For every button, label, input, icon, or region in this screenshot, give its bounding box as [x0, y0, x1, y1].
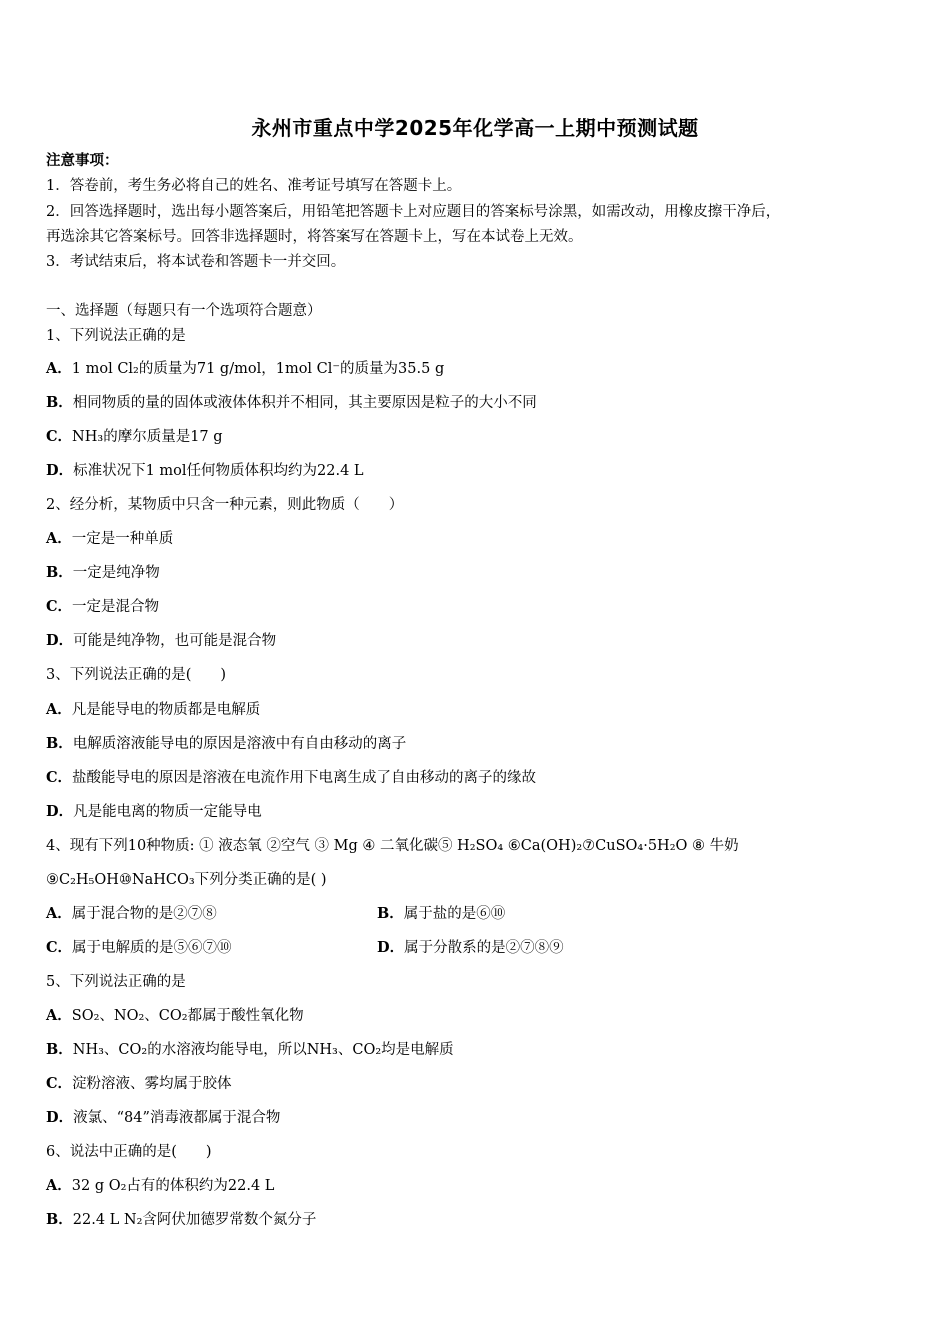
- option-label: B．: [377, 905, 404, 922]
- notice-item-2: 2．回答选择题时，选出每小题答案后，用铅笔把答题卡上对应题目的答案标号涂黑，如需改动，用橡皮擦干净后，: [46, 204, 781, 220]
- q3-option-c: [46, 768, 536, 788]
- option-text: 32 g O₂占有的体积约为22.4 L: [71, 1178, 275, 1194]
- question-3-stem: 3、下列说法正确的是( ): [46, 667, 227, 683]
- section-heading: 一、选择题（每题只有一个选项符合题意）: [46, 303, 322, 319]
- option-label: A．: [46, 905, 72, 922]
- option-text: SO₂、NO₂、CO₂都属于酸性氧化物: [71, 1008, 304, 1024]
- q4-option-b: [377, 904, 505, 924]
- option-label: A．: [46, 1177, 72, 1194]
- q5-option-d: [46, 1108, 280, 1128]
- option-text: 一定是纯净物: [72, 565, 160, 581]
- q1-option-b: [46, 393, 537, 413]
- q6-option-b: [46, 1210, 316, 1230]
- option-label: D．: [46, 632, 74, 649]
- option-label: D．: [377, 939, 405, 956]
- option-text: 属于分散系的是②⑦⑧⑨: [404, 940, 564, 956]
- option-text: 属于盐的是⑥⑩: [403, 906, 506, 922]
- option-label: C．: [46, 769, 73, 786]
- option-label: D．: [46, 803, 74, 820]
- option-text: 22.4 L N₂含阿伏加德罗常数个氮分子: [72, 1212, 317, 1228]
- q3-option-d: [46, 802, 262, 822]
- option-text: 液氯、“84”消毒液都属于混合物: [73, 1110, 281, 1126]
- option-text: 1 mol Cl₂的质量为71 g/mol，1mol Cl⁻的质量为35.5 g: [71, 361, 445, 377]
- option-label: A．: [46, 360, 72, 377]
- option-label: B．: [46, 394, 73, 411]
- option-text: 一定是一种单质: [71, 531, 174, 547]
- question-1-stem: 1、下列说法正确的是: [46, 328, 186, 344]
- notice-item-2-cont: 再选涂其它答案标号。回答非选择题时，将答案写在答题卡上，写在本试卷上无效。: [46, 229, 583, 245]
- notice-heading: 注意事项：: [46, 152, 119, 169]
- option-text: 标准状况下1 mol任何物质体积均约为22.4 L: [73, 463, 364, 479]
- option-text: 属于混合物的是②⑦⑧: [71, 906, 217, 922]
- option-text: NH₃的摩尔质量是17 g: [72, 429, 223, 445]
- question-2-stem: 2、经分析，某物质中只含一种元素，则此物质（ ）: [46, 497, 404, 513]
- option-text: 盐酸能导电的原因是溶液在电流作用下电离生成了自由移动的离子的缘故: [72, 770, 537, 786]
- q5-option-c: [46, 1074, 232, 1094]
- option-label: C．: [46, 428, 73, 445]
- q2-option-a: [46, 529, 173, 549]
- q3-option-b: [46, 734, 406, 754]
- option-label: C．: [46, 939, 73, 956]
- q4-option-d: [377, 938, 564, 958]
- option-text: NH₃、CO₂的水溶液均能导电，所以NH₃、CO₂均是电解质: [72, 1042, 454, 1058]
- question-5-stem: 5、下列说法正确的是: [46, 974, 186, 990]
- option-text: 淀粉溶液、雾均属于胶体: [72, 1076, 232, 1092]
- option-text: 一定是混合物: [72, 599, 160, 615]
- option-label: A．: [46, 1007, 72, 1024]
- q2-option-c: [46, 597, 159, 617]
- option-text: 电解质溶液能导电的原因是溶液中有自由移动的离子: [72, 736, 407, 752]
- q4-option-c: [46, 938, 232, 958]
- question-6-stem: 6、说法中正确的是( ): [46, 1144, 212, 1160]
- option-label: B．: [46, 1211, 73, 1228]
- option-text: 属于电解质的是⑤⑥⑦⑩: [72, 940, 232, 956]
- question-4-stem-cont: ⑨C₂H₅OH⑩NaHCO₃下列分类正确的是( ): [46, 872, 327, 888]
- question-4-stem: 4、现有下列10种物质: ① 液态氧 ②空气 ③ Mg ④ 二氧化碳⑤ H₂SO₄ ⑥Ca(OH)₂⑦CuSO₄·5H₂O ⑧ 牛奶: [46, 838, 739, 854]
- q5-option-b: [46, 1040, 454, 1060]
- option-label: D．: [46, 462, 74, 479]
- q1-option-a: [46, 359, 444, 379]
- option-label: B．: [46, 1041, 73, 1058]
- q1-option-c: [46, 427, 223, 447]
- option-text: 凡是能导电的物质都是电解质: [71, 702, 261, 718]
- option-text: 相同物质的量的固体或液体体积并不相同，其主要原因是粒子的大小不同: [72, 395, 537, 411]
- option-label: A．: [46, 701, 72, 718]
- notice-item-3: 3．考试结束后，将本试卷和答题卡一并交回。: [46, 254, 346, 270]
- q5-option-a: [46, 1006, 304, 1026]
- option-label: D．: [46, 1109, 74, 1126]
- q4-option-a: [46, 904, 217, 924]
- q2-option-d: [46, 631, 276, 651]
- option-label: B．: [46, 564, 73, 581]
- notice-item-1: 1．答卷前，考生务必将自己的姓名、准考证号填写在答题卡上。: [46, 178, 462, 194]
- q3-option-a: [46, 700, 260, 720]
- option-label: C．: [46, 1075, 73, 1092]
- option-label: B．: [46, 735, 73, 752]
- q2-option-b: [46, 563, 160, 583]
- page-title: 永州市重点中学2025年化学高一上期中预测试题: [251, 116, 699, 140]
- option-label: A．: [46, 530, 72, 547]
- option-text: 凡是能电离的物质一定能导电: [73, 804, 262, 820]
- option-text: 可能是纯净物，也可能是混合物: [73, 633, 277, 649]
- q6-option-a: [46, 1176, 274, 1196]
- q1-option-d: [46, 461, 364, 481]
- option-label: C．: [46, 598, 73, 615]
